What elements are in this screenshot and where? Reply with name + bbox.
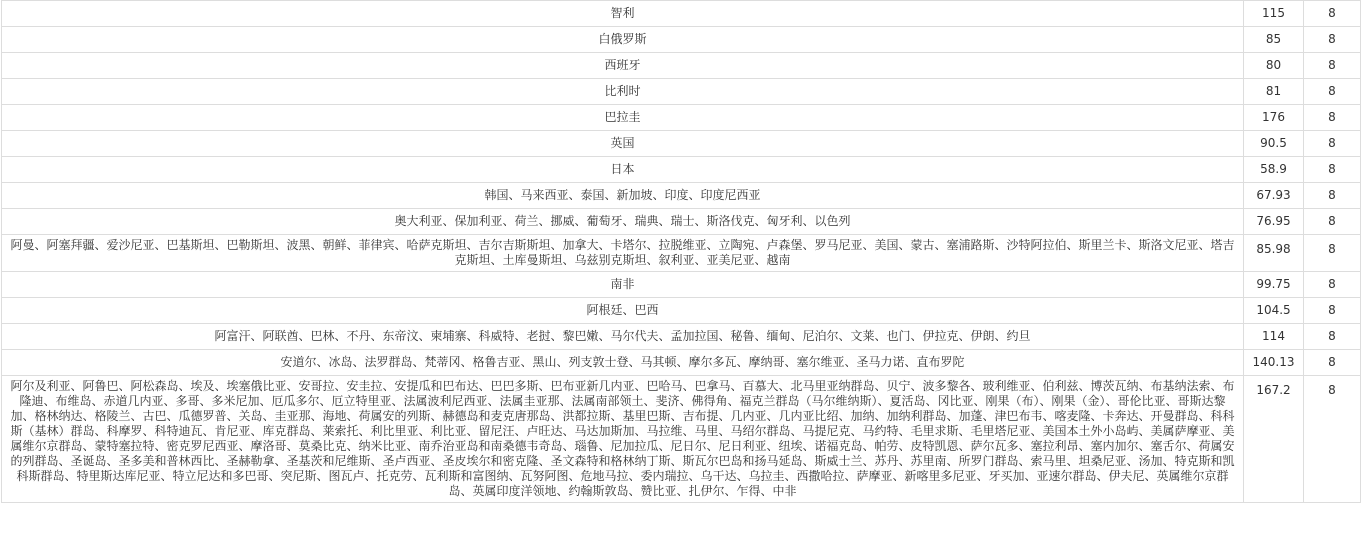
table-row [2,209,1361,235]
table-row [2,157,1361,183]
countries-cell: 日本 [2,157,1244,183]
value-cell: 104.5 [1244,298,1304,324]
value-cell: 81 [1244,79,1304,105]
value-cell: 67.93 [1244,183,1304,209]
value-cell: 76.95 [1244,209,1304,235]
table-row [2,53,1361,79]
value-cell: 85 [1244,27,1304,53]
count-cell: 8 [1304,157,1361,183]
countries-cell: 白俄罗斯 [2,27,1244,53]
count-cell: 8 [1304,376,1361,503]
table-row [2,235,1361,272]
count-cell: 8 [1304,298,1361,324]
count-cell: 8 [1304,27,1361,53]
count-cell: 8 [1304,209,1361,235]
table-row [2,350,1361,376]
count-cell: 8 [1304,53,1361,79]
count-cell: 8 [1304,183,1361,209]
value-cell: 115 [1244,1,1304,27]
value-cell: 99.75 [1244,272,1304,298]
countries-cell: 南非 [2,272,1244,298]
countries-cell: 安道尔、冰岛、法罗群岛、梵蒂冈、格鲁吉亚、黑山、列支敦士登、马其顿、摩尔多瓦、摩纳哥、塞尔维亚、圣马力诺、直布罗陀 [2,350,1244,376]
table-row [2,1,1361,27]
countries-cell: 阿富汗、阿联酋、巴林、不丹、东帝汶、柬埔寨、科威特、老挝、黎巴嫩、马尔代夫、孟加拉国、秘鲁、缅甸、尼泊尔、文莱、也门、伊拉克、伊朗、约旦 [2,324,1244,350]
table-row [2,105,1361,131]
count-cell: 8 [1304,324,1361,350]
table-row [2,131,1361,157]
countries-cell: 智利 [2,1,1244,27]
count-cell: 8 [1304,272,1361,298]
count-cell: 8 [1304,105,1361,131]
value-cell: 58.9 [1244,157,1304,183]
table-row [2,324,1361,350]
table-row [2,183,1361,209]
countries-cell: 韩国、马来西亚、泰国、新加坡、印度、印度尼西亚 [2,183,1244,209]
table-row [2,272,1361,298]
countries-cell: 阿曼、阿塞拜疆、爱沙尼亚、巴基斯坦、巴勒斯坦、波黑、朝鲜、菲律宾、哈萨克斯坦、吉尔吉斯斯坦、加拿大、卡塔尔、拉脱维亚、立陶宛、卢森堡、罗马尼亚、美国、蒙古、塞浦路斯、沙特阿拉伯、斯里兰卡、斯洛文尼亚、塔吉克斯坦、土库曼斯坦、乌兹别克斯坦、叙利亚、亚美尼亚、越南 [2,235,1244,272]
value-cell: 140.13 [1244,350,1304,376]
count-cell: 8 [1304,1,1361,27]
countries-cell: 西班牙 [2,53,1244,79]
countries-cell: 阿根廷、巴西 [2,298,1244,324]
countries-cell: 奥大利亚、保加利亚、荷兰、挪威、葡萄牙、瑞典、瑞士、斯洛伐克、匈牙利、以色列 [2,209,1244,235]
countries-cell: 阿尔及利亚、阿鲁巴、阿松森岛、埃及、埃塞俄比亚、安哥拉、安圭拉、安提瓜和巴布达、巴巴多斯、巴布亚新几内亚、巴哈马、巴拿马、百慕大、北马里亚纳群岛、贝宁、波多黎各、玻利维亚、伯利兹、博茨瓦纳、布基纳法索、布隆迪、布维岛、赤道几内亚、多哥、多米尼加、厄瓜多尔、厄立特里亚、法属波利尼西亚、法属圭亚那、法属南部领土、斐济、佛得角、福克兰群岛（马尔维纳斯）、夏活岛、冈比亚、刚果（布）、刚果（金）、哥伦比亚、哥斯达黎加、格林纳达、格陵兰、古巴、瓜德罗普、关岛、圭亚那、海地、荷属安的列斯、赫德岛和麦克唐那岛、洪都拉斯、基里巴斯、吉布提、几内亚、几内亚比绍、加纳、加纳利群岛、加蓬、津巴布韦、喀麦隆、卡奔达、开曼群岛、科科斯（基林）群岛、科摩罗、科特迪瓦、肯尼亚、库克群岛、莱索托、利比里亚、利比亚、留尼汪、卢旺达、马达加斯加、马拉维、马里、马绍尔群岛、马提尼克、马约特、毛里求斯、毛里塔尼亚、美国本土外小岛屿、美属萨摩亚、美属维尔京群岛、蒙特塞拉特、密克罗尼西亚、摩洛哥、莫桑比克、纳米比亚、南乔治亚岛和南桑德韦奇岛、瑙鲁、尼加拉瓜、尼日尔、尼日利亚、纽埃、诺福克岛、帕劳、皮特凯恩、萨尔瓦多、塞拉利昂、塞内加尔、塞舌尔、荷属安的列群岛、圣诞岛、圣多美和普林西比、圣赫勒拿、圣基茨和尼维斯、圣卢西亚、圣皮埃尔和密克隆、圣文森特和格林纳丁斯、斯瓦尔巴岛和扬马延岛、斯威士兰、苏丹、苏里南、所罗门群岛、索马里、坦桑尼亚、汤加、特克斯和凯科斯群岛、特里斯达库尼亚、特立尼达和多巴哥、突尼斯、图瓦卢、托克劳、瓦利斯和富图纳、瓦努阿图、危地马拉、委内瑞拉、乌干达、乌拉圭、西撒哈拉、萨摩亚、新喀里多尼亚、牙买加、亚速尔群岛、伊夫尼、英属维尔京群岛、英属印度洋领地、约翰斯敦岛、赞比亚、扎伊尔、乍得、中非 [2,376,1244,503]
count-cell: 8 [1304,79,1361,105]
table-row [2,27,1361,53]
count-cell: 8 [1304,350,1361,376]
value-cell: 90.5 [1244,131,1304,157]
table-row [2,79,1361,105]
rate-table [1,0,1361,503]
table-row [2,298,1361,324]
value-cell: 85.98 [1244,235,1304,272]
countries-cell: 比利时 [2,79,1244,105]
count-cell: 8 [1304,235,1361,272]
countries-cell: 英国 [2,131,1244,157]
value-cell: 176 [1244,105,1304,131]
countries-cell: 巴拉圭 [2,105,1244,131]
table-row [2,376,1361,503]
value-cell: 80 [1244,53,1304,79]
count-cell: 8 [1304,131,1361,157]
value-cell: 114 [1244,324,1304,350]
value-cell: 167.2 [1244,376,1304,503]
